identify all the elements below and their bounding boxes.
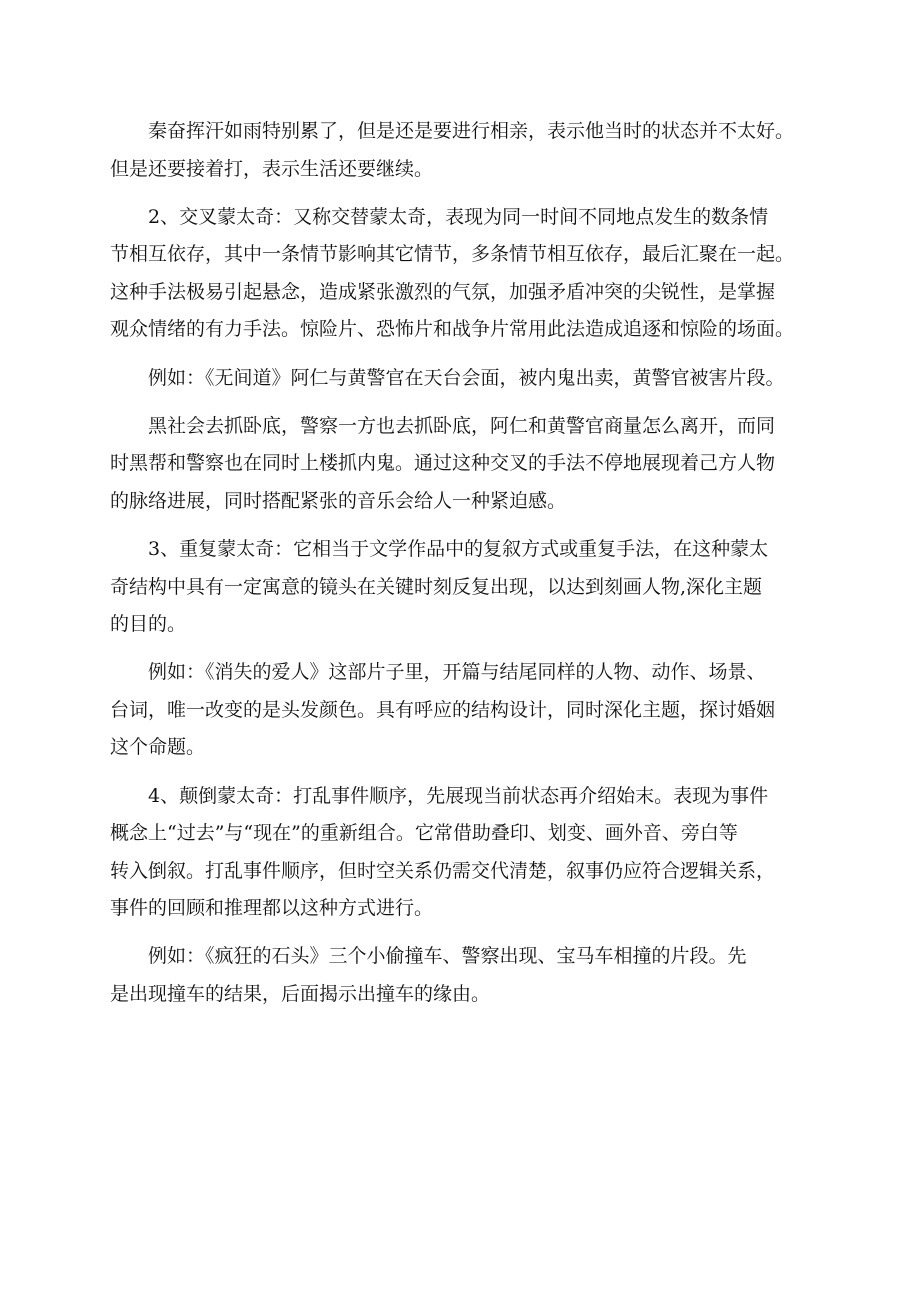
paragraph-6	[110, 654, 825, 767]
text-line: 3、重复蒙太奇：它相当于文学作品中的复叙方式或重复手法，在这种蒙太	[148, 537, 769, 560]
paragraph-3	[110, 360, 825, 398]
text-line: 但是还要接着打，表示生活还要继续。	[110, 157, 434, 180]
paragraph-2	[110, 199, 825, 349]
text-line: 节相互依存，其中一条情节影响其它情节，多条情节相互依存，最后汇聚在一起。	[110, 243, 795, 266]
text-line: 2、交叉蒙太奇：又称交替蒙太奇，表现为同一时间不同地点发生的数条情	[148, 205, 769, 228]
paragraph-5	[110, 531, 825, 644]
document-body	[110, 113, 825, 1024]
text-line: 这个命题。	[110, 736, 206, 759]
text-line: 秦奋挥汗如雨特别累了，但是还是要进行相亲，表示他当时的状态并不太好。	[148, 120, 795, 142]
text-line: 奇结构中具有一定寓意的镜头在关键时刻反复出现，以达到刻画人物,深化主题	[110, 575, 763, 598]
text-line: 时黑帮和警察也在同时上楼抓内鬼。通过这种交叉的手法不停地展现着己方人物	[110, 452, 776, 475]
text-line: 的目的。	[110, 613, 187, 636]
text-line: 转入倒叙。打乱事件顺序，但时空关系仍需交代清楚，叙事仍应符合逻辑关系，	[110, 859, 776, 882]
text-line: 黑社会去抓卧底，警察一方也去抓卧底，阿仁和黄警官商量怎么离开，而同	[148, 414, 776, 437]
paragraph-4	[110, 408, 825, 521]
text-line: 例如：《无间道》阿仁与黄警官在天台会面，被内鬼出卖，黄警官被害片段。	[148, 366, 785, 389]
text-line: 台词，唯一改变的是头发颜色。具有呼应的结构设计，同时深化主题，探讨婚姻	[110, 698, 776, 721]
text-line: 的脉络进展，同时搭配紧张的音乐会给人一种紧迫感。	[110, 489, 567, 512]
paragraph-1	[110, 113, 825, 188]
paragraph-7	[110, 778, 825, 928]
text-line: 这种手法极易引起悬念，造成紧张激烈的气氛，加强矛盾冲突的尖锐性，是掌握	[110, 280, 776, 303]
text-line: 事件的回顾和推理都以这种方式进行。	[110, 897, 434, 920]
text-line: 4、颠倒蒙太奇：打乱事件顺序，先展现当前状态再介绍始末。表现为事件	[148, 784, 769, 807]
text-line: 例如：《消失的爱人》这部片子里，开篇与结尾同样的人物、动作、场景、	[148, 661, 766, 684]
text-line: 观众情绪的有力手法。惊险片、恐怖片和战争片常用此法造成追逐和惊险的场面。	[110, 318, 795, 341]
text-line: 概念上“过去”与“现在”的重新组合。它常借助叠印、划变、画外音、旁白等	[110, 822, 738, 845]
text-line: 是出现撞车的结果，后面揭示出撞车的缘由。	[110, 982, 491, 1005]
text-line: 例如：《疯狂的石头》三个小偷撞车、警察出现、宝马车相撞的片段。先	[148, 945, 747, 968]
paragraph-8	[110, 938, 825, 1013]
